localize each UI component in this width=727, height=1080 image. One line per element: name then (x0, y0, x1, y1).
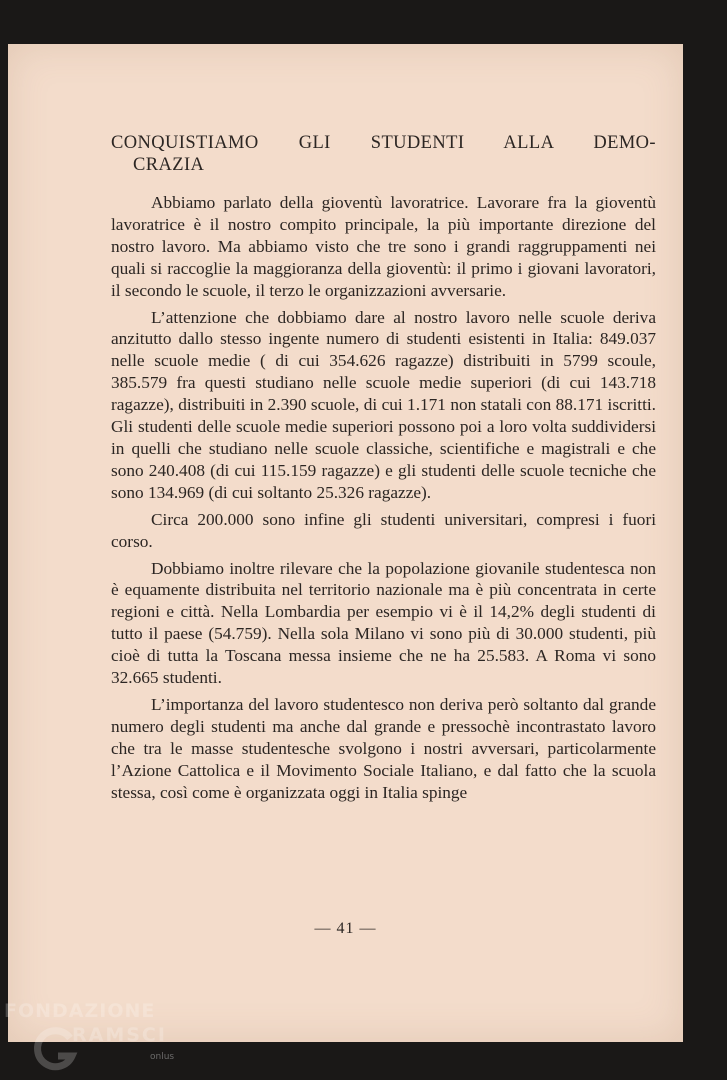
watermark-line1: FONDAZIONE (4, 1000, 156, 1022)
watermark-sub: onlus (150, 1052, 175, 1062)
chapter-title-line2: CRAZIA (133, 155, 205, 175)
paragraph-2: L’attenzione che dobbiamo dare al nostro lavoro nelle scuole deriva anzitutto dallo stesso ingente numero di studenti esistenti in Italia: 849.037 nelle scuole medie ( di cui 354.626 ragazze) distribuiti in 5799 scoule, 385.579 fra questi studiano nelle scuole medie superiori (di cui 143.718 ragazze), distribuiti in 2.390 scuole, di cui 1.171 non statali con 88.171 iscritti. Gli studenti delle scuole medie superiori possono poi a loro volta suddividersi in quelli che studiano nelle scuole classiche, scientifiche e magistrali e che sono 240.408 (di cui 115.159 ragazze) e gli studenti delle scuole tecniche che sono 134.969 (di cui soltanto 25.326 ragazze). (111, 307, 656, 502)
paragraph-3: Circa 200.000 sono infine gli studenti universitari, compresi i fuori corso. (111, 509, 656, 551)
page-number: — 41 — (314, 920, 377, 937)
archive-watermark (4, 1000, 194, 1078)
paragraph-1: Abbiamo parlato della gioventù lavoratrice. Lavorare fra la gioventù lavoratrice è il nostro compito principale, la più importante direzione del nostro lavoro. Ma abbiamo visto che tre sono i grandi raggruppamenti nei quali si raccoglie la maggioranza della gioventù: il primo i giovani lavoratori, il secondo le scuole, il terzo le organizzazioni avversarie. (111, 193, 656, 300)
body-text (111, 192, 656, 803)
document-page (8, 44, 683, 1042)
paragraph-4: Dobbiamo inoltre rilevare che la popolazione giovanile studentesca non è equamente distribuita nel territorio nazionale ma è più concentrata in certe regioni e città. Nella Lombardia per esempio vi è il 14,2% degli studenti di tutto il paese (54.759). Nella sola Milano vi sono più di 30.000 studenti, più cioè di tutta la Toscana messa insieme che ne ha 25.583. A Roma vi sono 32.665 studenti. (111, 558, 656, 688)
paragraph-5: L’importanza del lavoro studentesco non deriva però soltanto dal grande numero degli studenti ma anche dal grande e pressochè incontrastato lavoro che tra le masse studentesche svolgono i nostri avversari, particolarmente l’Azione Cattolica e il Movimento Sociale Italiano, e dal fatto che la scuola stessa, così come è organizzata oggi in Italia spinge (111, 694, 656, 802)
text-block (111, 132, 656, 808)
chapter-title-line1: CONQUISTIAMO GLI STUDENTI ALLA DEMO- (111, 133, 656, 153)
watermark-line2: RAMSCI (72, 1024, 167, 1046)
